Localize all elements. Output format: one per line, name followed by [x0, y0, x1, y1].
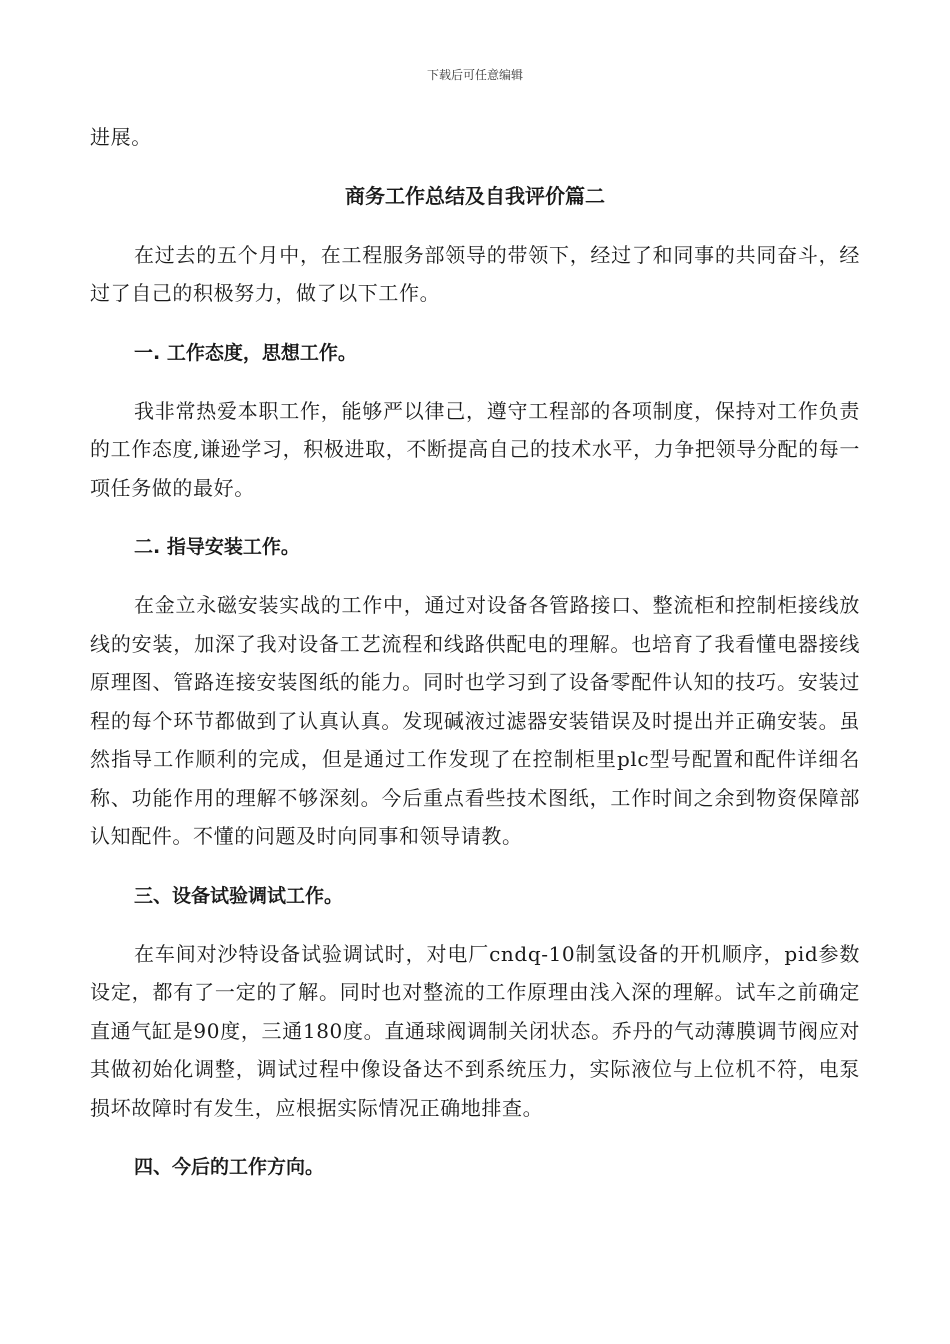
intro-tail-text: 进展。	[90, 125, 152, 149]
section-body-1: 我非常热爱本职工作，能够严以律己，遵守工程部的各项制度，保持对工作负责的工作态度,谦逊学习，积极进取，不断提高自己的技术水平，力争把领导分配的每一项任务做的最好。	[90, 398, 860, 500]
section-body-3: 在车间对沙特设备试验调试时，对电厂cndq-10制氢设备的开机顺序，pid参数设定，都有了一定的了解。同时也对整流的工作原理由浅入深的理解。试车之前确定直通气缸是90度，三通180度。直通球阀调制关闭状态。乔丹的气动薄膜调节阀应对其做初始化调整，调试过程中像设备达不到系统压力，实际液位与上位机不符，电泵损坏故障时有发生，应根据实际情况正确地排查。	[90, 941, 860, 1120]
section-heading-1: 一. 工作态度，思想工作。	[134, 341, 357, 364]
section-heading-4: 四、今后的工作方向。	[134, 1156, 325, 1178]
section-heading-3: 三、设备试验调试工作。	[134, 884, 344, 907]
document-title: 商务工作总结及自我评价篇二	[345, 183, 605, 208]
page-header: 下载后可任意编辑	[426, 68, 523, 82]
section-body-2: 在金立永磁安装实战的工作中，通过对设备各管路接口、整流柜和控制柜接线放线的安装，加深了我对设备工艺流程和线路供配电的理解。也培育了我看懂电器接线原理图、管路连接安装图纸的能力。同时也学习到了设备零配件认知的技巧。安装过程的每个环节都做到了认真认真。发现碱液过滤器安装错误及时提出并正确安装。虽然指导工作顺利的完成，但是通过工作发现了在控制柜里plc型号配置和配件详细名称、功能作用的理解不够深刻。今后重点看些技术图纸，工作时间之余到物资保障部认知配件。不懂的问题及时向同事和领导请教。	[90, 593, 860, 848]
section-heading-2: 二. 指导安装工作。	[134, 536, 300, 558]
document-body	[90, 118, 860, 1186]
intro-paragraph: 在过去的五个月中，在工程服务部领导的带领下，经过了和同事的共同奋斗，经过了自己的积极努力，做了以下工作。	[90, 242, 860, 305]
